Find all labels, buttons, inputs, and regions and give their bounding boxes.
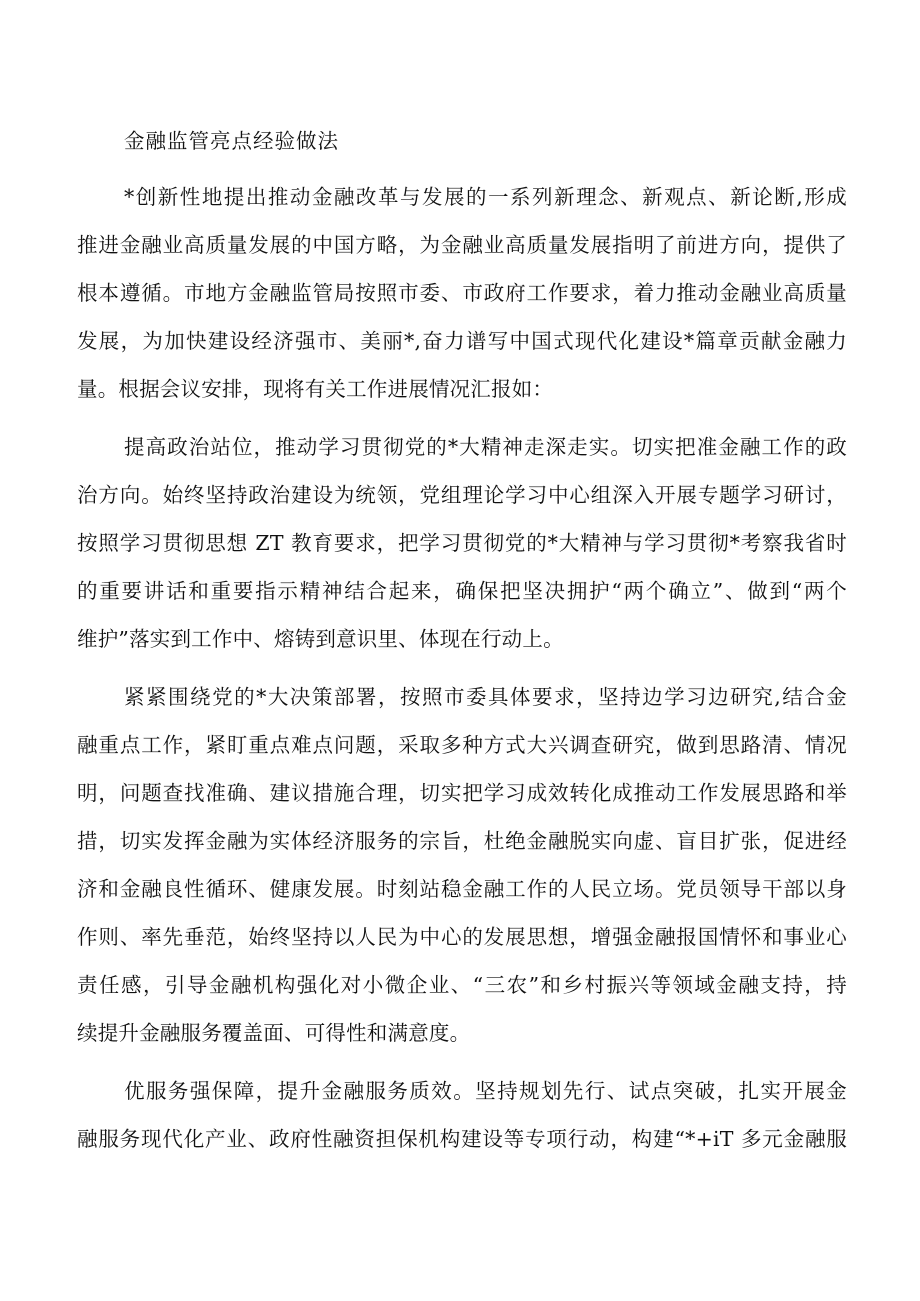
paragraph-4-line-2: 融服务现代化产业、政府性融资担保机构建设等专项行动，构建“*+iT 多元金融服: [77, 1127, 847, 1151]
paragraph-3-line-6: 作则、率先垂范，始终坚持以人民为中心的发展思想，增强金融报国情怀和事业心: [77, 925, 847, 949]
paragraph-1-line-5: 量。根据会议安排，现将有关工作进展情况汇报如：: [77, 377, 554, 401]
paragraph-2-line-3: 按照学习贯彻思想 ZT 教育要求，把学习贯彻党的*大精神与学习贯彻*考察我省时: [77, 531, 847, 555]
paragraph-1-line-4: 发展，为加快建设经济强市、美丽*,奋力谱写中国式现代化建设*篇章贡献金融力: [77, 329, 847, 353]
paragraph-2-line-4: 的重要讲话和重要指示精神结合起来，确保把坚决拥护“两个确立”、做到“两个: [77, 579, 847, 603]
paragraph-3-line-4: 措，切实发挥金融为实体经济服务的宗旨，杜绝金融脱实向虚、盲目扩张，促进经: [77, 829, 847, 853]
paragraph-2-line-1: 提高政治站位，推动学习贯彻党的*大精神走深走实。切实把准金融工作的政: [124, 435, 847, 459]
paragraph-1-line-1: *创新性地提出推动金融改革与发展的一系列新理念、新观点、新论断,形成: [124, 185, 847, 209]
paragraph-3-line-5: 济和金融良性循环、健康发展。时刻站稳金融工作的人民立场。党员领导干部以身: [77, 877, 847, 901]
paragraph-3-line-1: 紧紧围绕党的*大决策部署，按照市委具体要求，坚持边学习边研究,结合金: [124, 685, 847, 709]
paragraph-3-line-3: 明，问题查找准确、建议措施合理，切实把学习成效转化成推动工作发展思路和举: [77, 781, 847, 805]
paragraph-3-line-7: 责任感，引导金融机构强化对小微企业、“三农”和乡村振兴等领域金融支持，持: [77, 973, 847, 997]
paragraph-1-line-3: 根本遵循。市地方金融监管局按照市委、市政府工作要求，着力推动金融业高质量: [77, 281, 847, 305]
paragraph-3-line-8: 续提升金融服务覆盖面、可得性和满意度。: [77, 1021, 471, 1045]
paragraph-4-line-1: 优服务强保障，提升金融服务质效。坚持规划先行、试点突破，扎实开展金: [124, 1079, 847, 1103]
paragraph-2-line-2: 治方向。始终坚持政治建设为统领，党组理论学习中心组深入开展专题学习研讨，: [77, 483, 847, 507]
document-title: 金融监管亮点经验做法: [124, 129, 339, 153]
paragraph-1-line-2: 推进金融业高质量发展的中国方略，为金融业高质量发展指明了前进方向，提供了: [77, 233, 847, 257]
paragraph-3-line-2: 融重点工作，紧盯重点难点问题，采取多种方式大兴调查研究，做到思路清、情况: [77, 733, 847, 757]
paragraph-2-line-5: 维护”落实到工作中、熔铸到意识里、体现在行动上。: [77, 627, 564, 651]
